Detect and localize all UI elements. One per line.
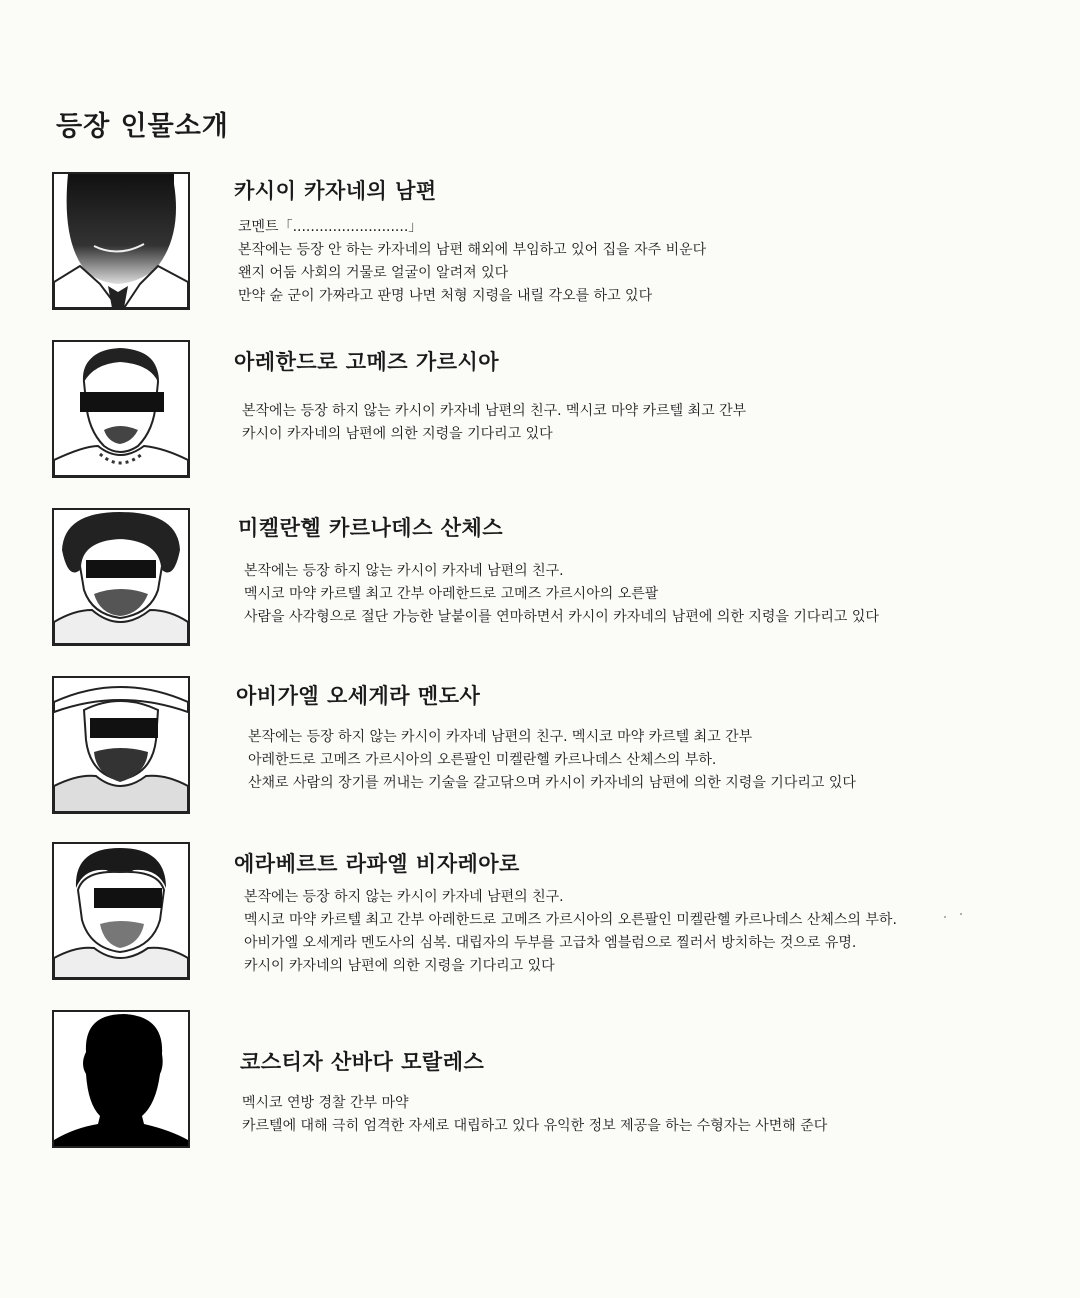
censored-face-portrait-icon xyxy=(52,508,190,646)
description-line: 사람을 사각형으로 절단 가능한 날붙이를 연마하면서 카시이 카자네의 남편에 의한 지령을 기다리고 있다 xyxy=(244,609,879,625)
description-line: 본작에는 등장 하지 않는 카시이 카자네 남편의 친구. xyxy=(244,889,564,905)
description-line: 본작에는 등장 하지 않는 카시이 카자네 남편의 친구. 멕시코 마약 카르텔 최고 간부 xyxy=(248,729,753,745)
censored-face-portrait-icon xyxy=(52,340,190,478)
censored-face-portrait-icon xyxy=(52,842,190,980)
description-line: 아레한드로 고메즈 가르시아의 오른팔인 미켈란헬 카르나데스 산체스의 부하. xyxy=(248,752,717,768)
shadowed-face-portrait-icon xyxy=(52,172,190,310)
character-name: 아레한드로 고메즈 가르시아 xyxy=(234,350,500,374)
character-entry-heriberto xyxy=(52,842,1042,982)
character-entry-costilla xyxy=(52,1010,1042,1150)
character-name: 에라베르트 라파엘 비자레아로 xyxy=(234,852,520,876)
description-line: 멕시코 마약 카르텔 최고 간부 아레한드로 고메즈 가르시아의 오른팔인 미켈란헬 카르나데스 산체스의 부하. xyxy=(244,912,897,928)
scan-speck xyxy=(960,913,962,915)
description-line: 코멘트「..........................」 xyxy=(238,219,423,235)
description-line: 멕시코 연방 경찰 간부 마약 xyxy=(242,1095,409,1111)
character-description xyxy=(238,216,706,308)
description-line: 카르텔에 대해 극히 엄격한 자세로 대립하고 있다 유익한 정보 제공을 하는 수형자는 사면해 준다 xyxy=(242,1118,828,1134)
scan-speck xyxy=(944,916,946,918)
description-line: 카시이 카자네의 남편에 의한 지령을 기다리고 있다 xyxy=(244,958,555,974)
character-entry-miguel-angel xyxy=(52,508,1042,648)
character-entry-abigael xyxy=(52,676,1042,816)
character-description xyxy=(248,726,856,795)
description-line: 왠지 어둠 사회의 거물로 얼굴이 알려져 있다 xyxy=(238,265,509,281)
character-entry-husband xyxy=(52,172,1042,312)
character-description xyxy=(244,560,879,629)
description-line: 카시이 카자네의 남편에 의한 지령을 기다리고 있다 xyxy=(242,426,553,442)
character-name: 미켈란헬 카르나데스 산체스 xyxy=(238,516,504,540)
character-entry-alejandro xyxy=(52,340,1042,480)
description-line: 본작에는 등장 하지 않는 카시이 카자네 남편의 친구. 멕시코 마약 카르텔 최고 간부 xyxy=(242,403,747,419)
description-line: 본작에는 등장 안 하는 카자네의 남편 해외에 부임하고 있어 집을 자주 비운다 xyxy=(238,242,707,258)
character-name: 아비가엘 오세게라 멘도사 xyxy=(236,684,481,708)
description-line: 만약 슌 군이 가짜라고 판명 나면 처형 지령을 내릴 각오를 하고 있다 xyxy=(238,288,653,304)
description-line: 멕시코 마약 카르텔 최고 간부 아레한드로 고메즈 가르시아의 오른팔 xyxy=(244,586,659,602)
description-line: 산채로 사람의 장기를 꺼내는 기술을 갈고닦으며 카시이 카자네의 남편에 의한 지령을 기다리고 있다 xyxy=(248,775,856,791)
character-name: 카시이 카자네의 남편 xyxy=(234,179,437,203)
character-name: 코스티자 산바다 모랄레스 xyxy=(240,1050,485,1074)
description-line: 아비가엘 오세게라 멘도사의 심복. 대립자의 두부를 고급차 엠블럼으로 찔러서 방치하는 것으로 유명. xyxy=(244,935,857,951)
censored-face-portrait-icon xyxy=(52,676,190,814)
character-description xyxy=(242,1092,827,1138)
description-line: 본작에는 등장 하지 않는 카시이 카자네 남편의 친구. xyxy=(244,563,564,579)
character-description xyxy=(244,886,897,978)
silhouette-portrait-icon xyxy=(52,1010,190,1148)
page-title: 등장 인물소개 xyxy=(56,111,229,142)
character-description xyxy=(242,400,746,446)
